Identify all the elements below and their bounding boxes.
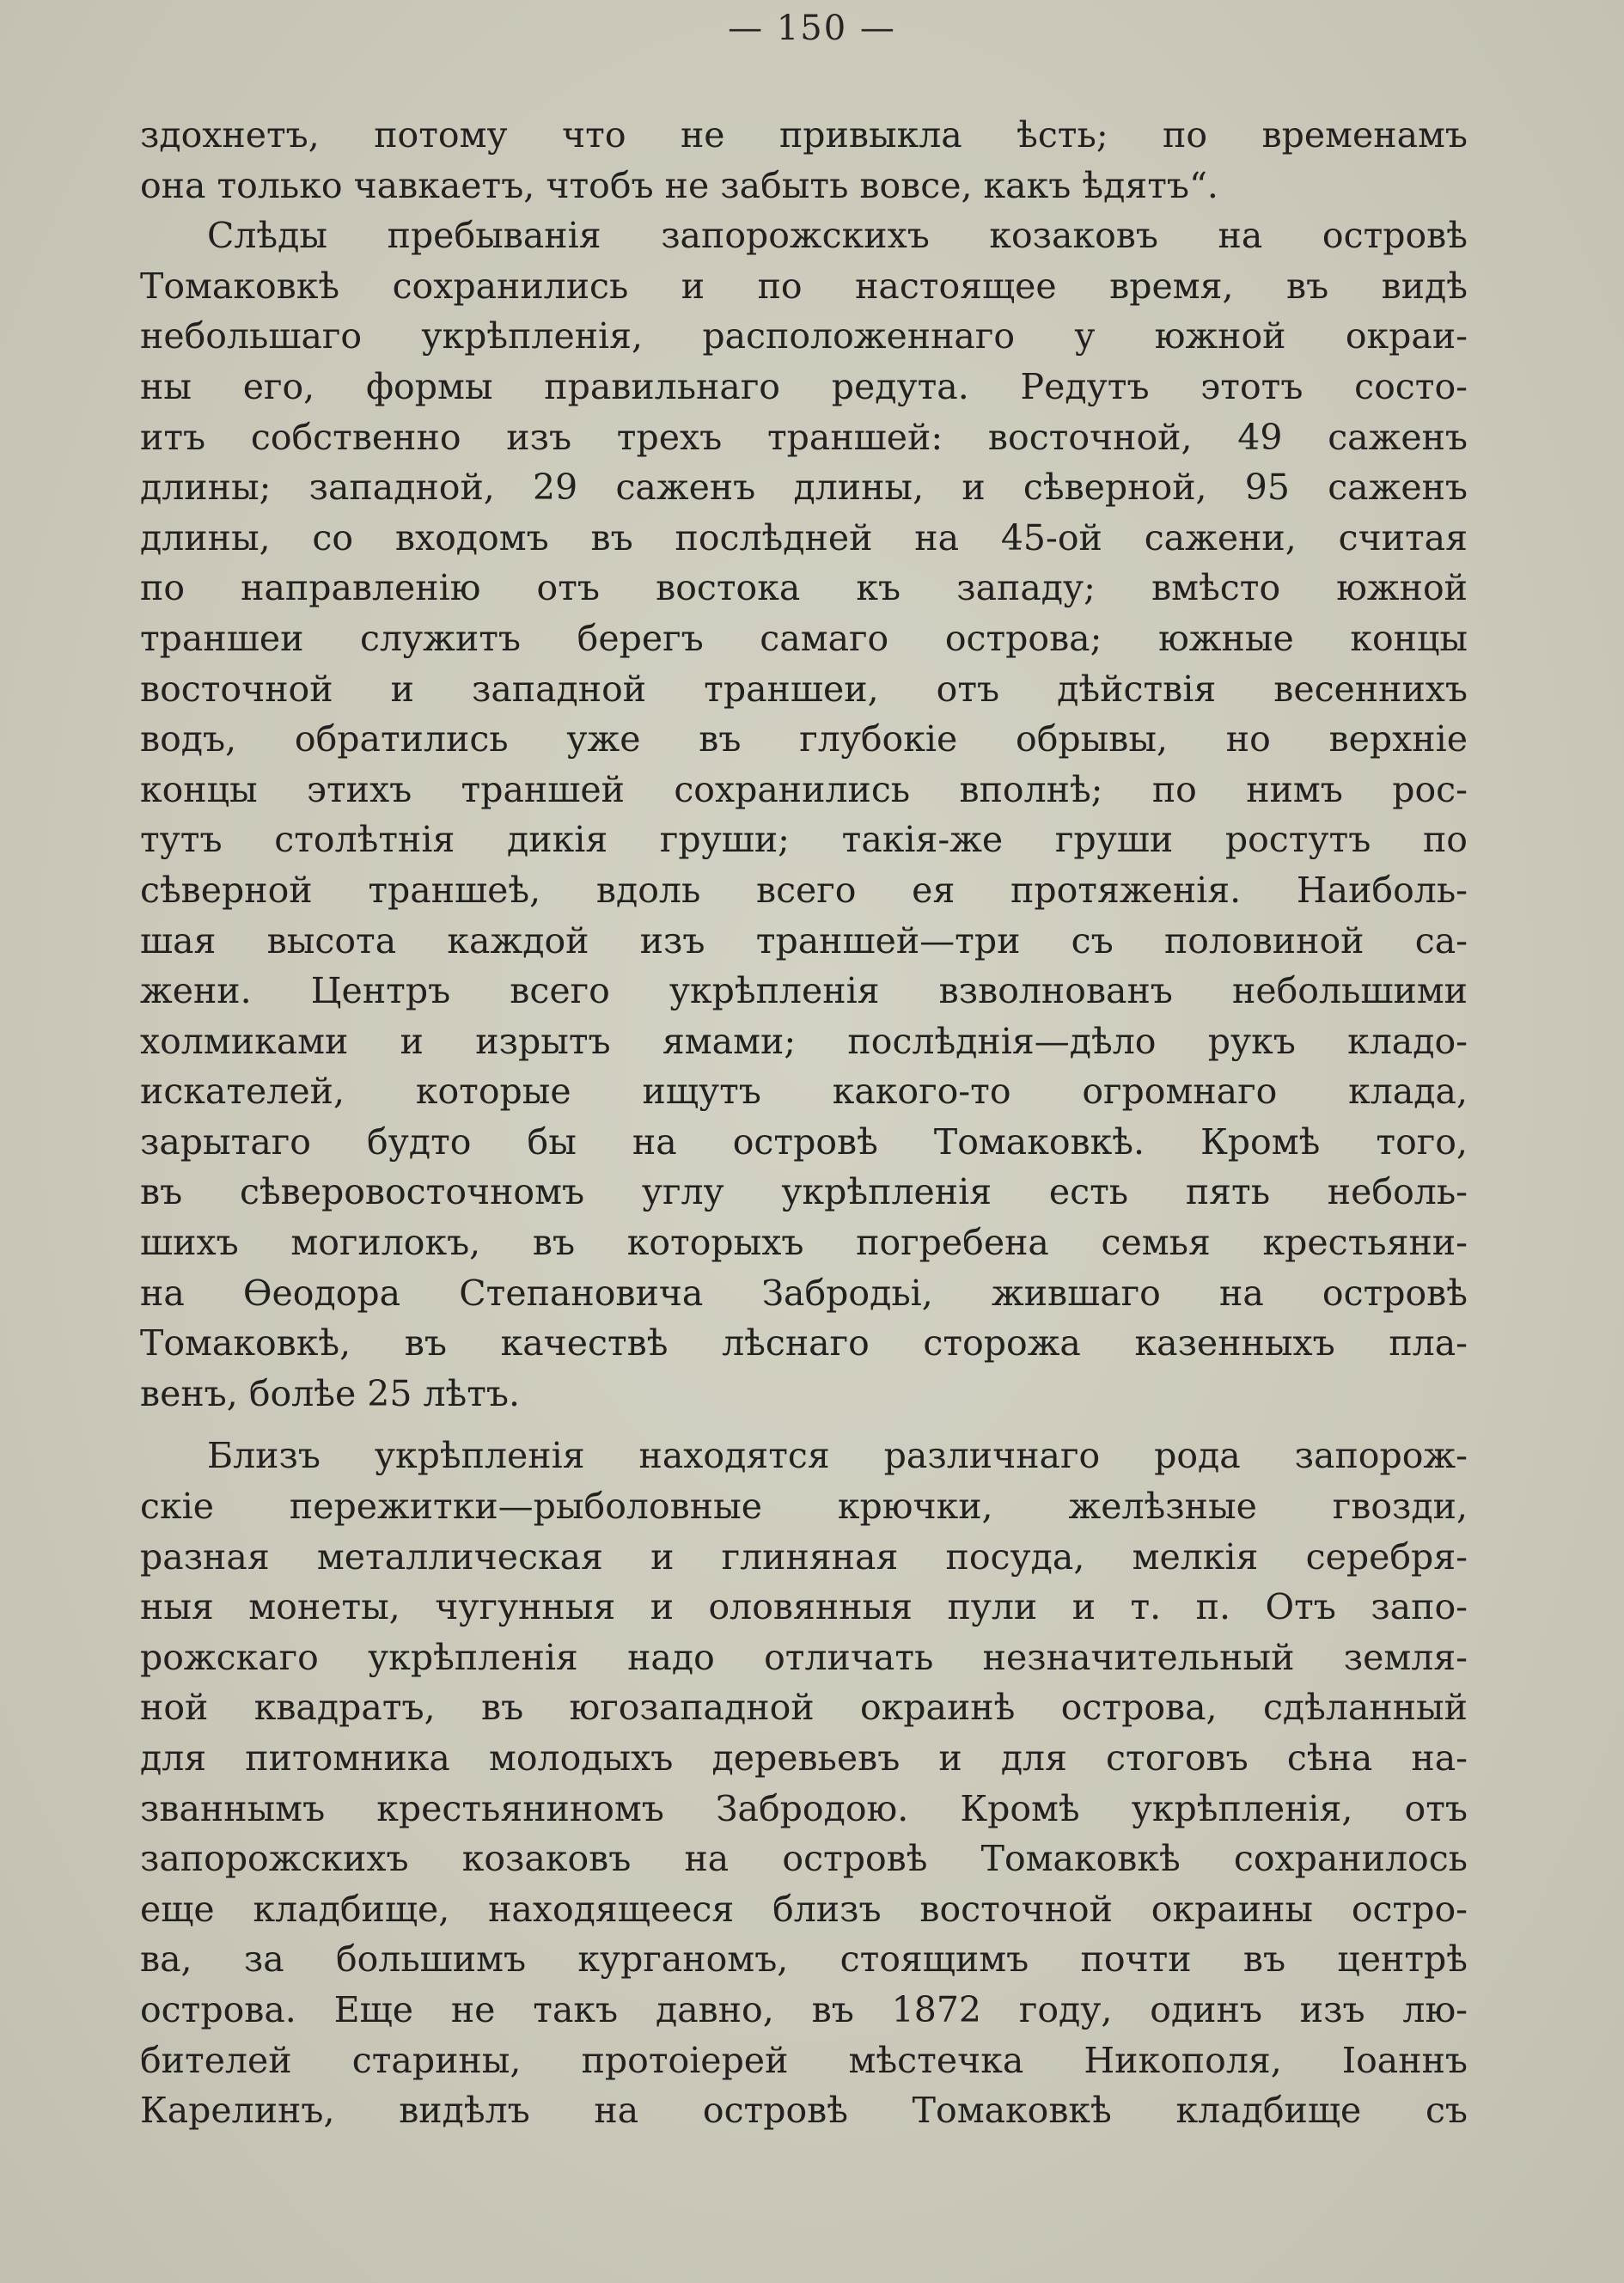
text-line: еще кладбище, находящееся близъ восточной окраины остро- (140, 1888, 1468, 1930)
text-line: шихъ могилокъ, въ которыхъ погребена семья крестьяни- (140, 1222, 1468, 1264)
text-line: скіе пережитки—рыболовные крючки, желѣзные гвозди, (140, 1486, 1468, 1528)
text-line: званнымъ крестьяниномъ Забродою. Кромѣ укрѣпленія, отъ (140, 1787, 1468, 1829)
text-line: разная металлическая и глиняная посуда, мелкія серебря- (140, 1535, 1468, 1578)
text-line: восточной и западной траншеи, отъ дѣйствія весеннихъ (140, 668, 1468, 710)
paragraph (140, 211, 1468, 1419)
text-line: по направленію отъ востока къ западу; вмѣсто южной (140, 567, 1468, 609)
text-line: итъ собственно изъ трехъ траншей: восточной, 49 саженъ (140, 416, 1468, 458)
text-line: венъ, болѣе 25 лѣтъ. (140, 1372, 521, 1414)
text-line: Близъ укрѣпленія находятся различнаго рода запорож- (207, 1435, 1468, 1477)
text-line: здохнетъ, потому что не привыкла ѣсть; по временамъ (140, 114, 1468, 156)
text-line: искателей, которые ищутъ какого-то огромнаго клада, (140, 1071, 1468, 1113)
text-line: сѣверной траншеѣ, вдоль всего ея протяженія. Наиболь- (140, 869, 1468, 911)
text-line: она только чавкаетъ, чтобъ не забыть вовсе, какъ ѣдятъ“. (140, 164, 1218, 206)
paragraph-gap (140, 1419, 1468, 1431)
paragraph (140, 110, 1468, 211)
text-line: зарытаго будто бы на островѣ Томаковкѣ. Кромѣ того, (140, 1120, 1468, 1163)
text-line: водъ, обратились уже въ глубокіе обрывы, но верхніе (140, 718, 1468, 760)
text-line: запорожскихъ козаковъ на островѣ Томаковкѣ сохранилось (140, 1838, 1468, 1880)
text-line: ной квадратъ, въ югозападной окраинѣ острова, сдѣланный (140, 1687, 1468, 1729)
text-line: для питомника молодыхъ деревьевъ и для стоговъ сѣна на- (140, 1737, 1468, 1779)
text-line: длины; западной, 29 саженъ длины, и сѣверной, 95 саженъ (140, 467, 1468, 509)
text-line: Слѣды пребыванія запорожскихъ козаковъ на островѣ (207, 215, 1468, 257)
text-line: траншеи служитъ берегъ самаго острова; южные концы (140, 617, 1468, 659)
text-line: на Ѳеодора Степановича Забродьі, жившаго на островѣ (140, 1272, 1468, 1314)
text-line: Томаковкѣ, въ качествѣ лѣснаго сторожа казенныхъ пла- (140, 1322, 1468, 1364)
text-line: ва, за большимъ курганомъ, стоящимъ почти въ центрѣ (140, 1938, 1468, 1981)
text-line: тутъ столѣтнія дикія груши; такія-же груши ростутъ по (140, 819, 1468, 861)
text-line: острова. Еще не такъ давно, въ 1872 году, одинъ изъ лю- (140, 1988, 1468, 2030)
text-line: Томаковкѣ сохранились и по настоящее время, въ видѣ (140, 265, 1468, 307)
text-line: жени. Центръ всего укрѣпленія взволнованъ небольшими (140, 970, 1468, 1012)
text-line: шая высота каждой изъ траншей—три съ половиной са- (140, 919, 1468, 961)
text-line: небольшаго укрѣпленія, расположеннаго у южной окраи- (140, 315, 1468, 357)
text-line: концы этихъ траншей сохранились вполнѣ; по нимъ рос- (140, 768, 1468, 810)
paragraph (140, 1431, 1468, 2135)
body-text (140, 110, 1468, 2136)
text-line: ныя монеты, чугунныя и оловянныя пули и т. п. Отъ запо- (140, 1586, 1468, 1628)
text-line: бителей старины, протоіерей мѣстечка Никополя, Іоаннъ (140, 2039, 1468, 2081)
text-line: длины, со входомъ въ послѣдней на 45-ой сажени, считая (140, 516, 1468, 559)
text-line: холмиками и изрытъ ямами; послѣднія—дѣло рукъ кладо- (140, 1020, 1468, 1062)
text-line: Карелинъ, видѣлъ на островѣ Томаковкѣ кладбище съ (140, 2090, 1468, 2132)
text-line: рожскаго укрѣпленія надо отличать незначительный земля- (140, 1636, 1468, 1678)
page-number: — 150 — (728, 9, 896, 48)
text-line: въ сѣверовосточномъ углу укрѣпленія есть пять неболь- (140, 1171, 1468, 1213)
text-line: ны его, формы правильнаго редута. Редутъ этотъ состо- (140, 365, 1468, 407)
